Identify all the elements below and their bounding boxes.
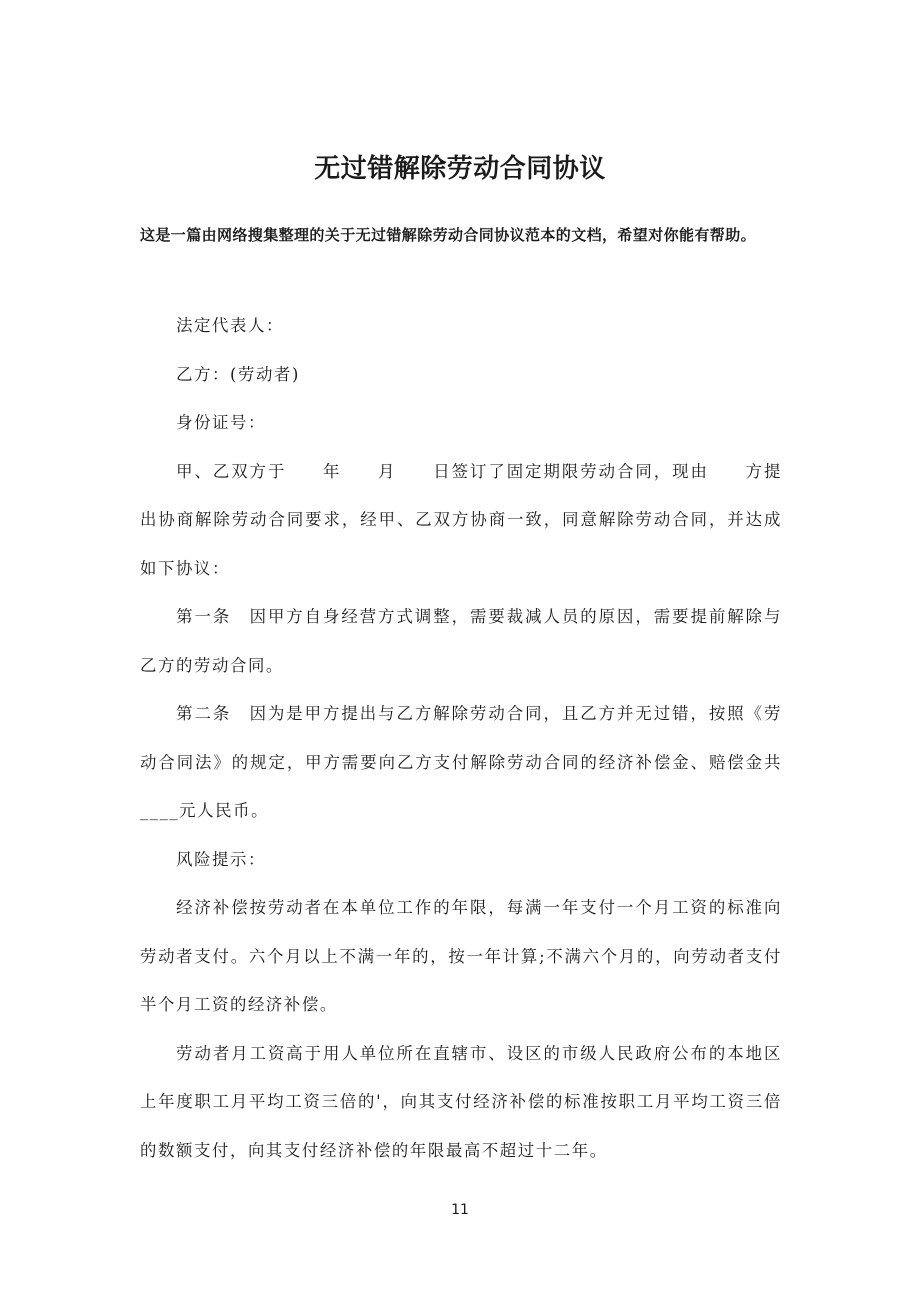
paragraph-agreement-preamble: 甲、乙双方于 年 月 日签订了固定期限劳动合同，现由 方提出协商解除劳动合同要求，经甲、乙双方协商一致，同意解除劳动合同，并达成如下协议： [140, 461, 782, 578]
paragraph-article-2: 第二条 因为是甲方提出与乙方解除劳动合同，且乙方并无过错，按照《劳动合同法》的规定，甲方需要向乙方支付解除劳动合同的经济补偿金、赔偿金共____元人民币。 [140, 704, 782, 820]
paragraph-compensation-cap: 劳动者月工资高于用人单位所在直辖市、设区的市级人民政府公布的本地区上年度职工月平均工资三倍的'，向其支付经济补偿的标准按职工月平均工资三倍的数额支付，向其支付经济补偿的年限最高不超过十二年。 [140, 1043, 782, 1160]
paragraph-legal-representative: 法定代表人： [176, 316, 285, 335]
document-body [140, 302, 782, 1175]
page-number: 11 [451, 1202, 469, 1218]
paragraph-compensation-rule: 经济补偿按劳动者在本单位工作的年限，每满一年支付一个月工资的标准向劳动者支付。六个月以上不满一年的，按一年计算;不满六个月的，向劳动者支付半个月工资的经济补偿。 [140, 898, 782, 1014]
paragraph-id-number: 身份证号： [176, 413, 267, 432]
document-title: 无过错解除劳动合同协议 [314, 154, 606, 184]
intro-text: 这是一篇由网络搜集整理的关于无过错解除劳动合同协议范本的文档，希望对你能有帮助。 [140, 226, 757, 244]
paragraph-article-1: 第一条 因甲方自身经营方式调整，需要裁减人员的原因，需要提前解除与乙方的劳动合同。 [140, 607, 782, 675]
paragraph-risk-heading: 风险提示： [176, 849, 267, 869]
paragraph-party-b: 乙方：(劳动者) [176, 364, 301, 384]
